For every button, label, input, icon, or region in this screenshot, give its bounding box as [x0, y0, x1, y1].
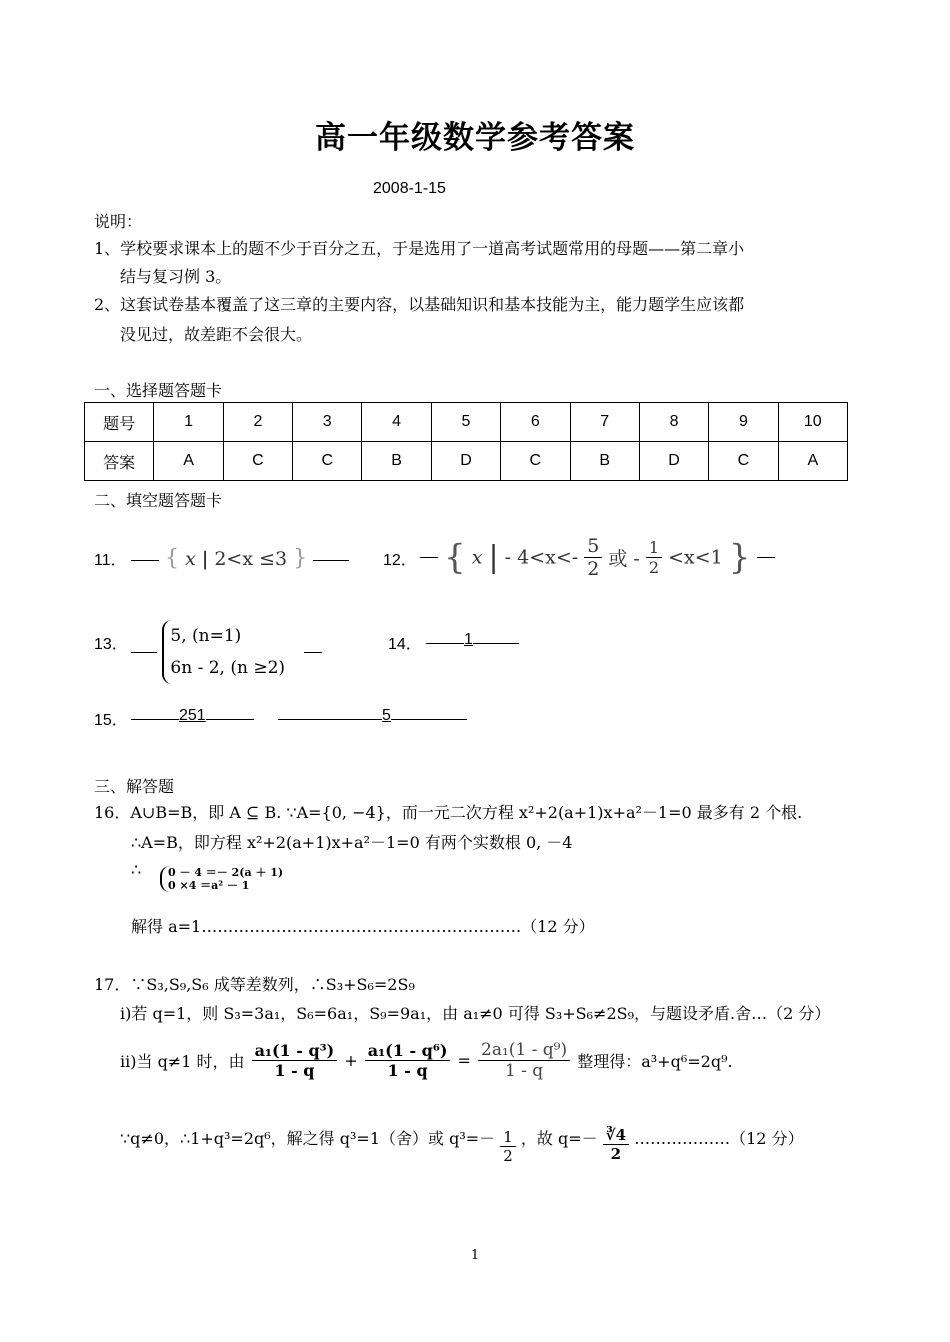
- intro-item-2-line-1: 2、这套试卷基本覆盖了这三章的主要内容，以基础知识和基本技能为主，能力题学生应该都: [94, 295, 745, 314]
- q16-line-1: 16．A∪B=B，即 A ⊆ B. ∵A={0, −4}，而一元二次方程 x²+2(a+1)x+a²－1=0 最多有 2 个根.: [94, 803, 803, 822]
- q14-answer: [426, 631, 519, 649]
- q15-label: 15．: [94, 712, 128, 729]
- q16-system-brace: [160, 866, 283, 892]
- q11-label: 11．: [94, 552, 127, 569]
- q17-line-4-prefix: ∵q≠0，∴1+q³=2q⁶，解之得 q³=1（舍）或 q³=－: [120, 1129, 496, 1148]
- q12-fraction-2: [646, 538, 662, 577]
- question-number: 1: [154, 403, 223, 442]
- row-label-answer: 答案: [85, 442, 154, 481]
- q17-fraction-3: [478, 1040, 570, 1081]
- q17-fraction-5-den: 2: [610, 1145, 622, 1163]
- q16-system: [160, 866, 283, 892]
- q13-piecewise: [162, 620, 285, 684]
- q17-plus: +: [344, 1051, 358, 1070]
- answer-blank: [313, 560, 349, 561]
- q17-fraction-1-den: 1 - q: [274, 1061, 315, 1080]
- set-close-brace: }: [293, 546, 308, 571]
- q17-fraction-4-den: 2: [500, 1146, 516, 1165]
- q13-case-1: 5, (n=1): [170, 626, 242, 646]
- answer-cell: C: [709, 442, 778, 481]
- q11-condition: 2<x ≤3: [214, 548, 288, 570]
- question-number: 6: [501, 403, 570, 442]
- section-2-heading: 二、填空题答题卡: [94, 491, 223, 510]
- q12-fraction-1: [584, 535, 602, 580]
- answer-cell: D: [431, 442, 500, 481]
- question-number: 7: [570, 403, 639, 442]
- answer-cell: C: [223, 442, 292, 481]
- q12-fraction-2-den: 2: [648, 558, 660, 577]
- row-label-number: 题号: [85, 403, 154, 442]
- answer-cell: B: [362, 442, 431, 481]
- q12-fraction-2-num: 1: [646, 538, 662, 558]
- q17-fraction-5: [603, 1126, 629, 1163]
- q11-set-variable: x: [185, 548, 196, 570]
- q15-answer-2: [278, 707, 467, 725]
- document-date: 2008-1-15: [373, 180, 446, 197]
- answer-blank: [420, 557, 438, 558]
- answer-blank: [757, 557, 775, 558]
- q17-fraction-4-num: 1: [503, 1128, 513, 1146]
- question-number: 2: [223, 403, 292, 442]
- q17-line-3-suffix: 整理得：a³+q⁶=2q⁹.: [577, 1052, 733, 1071]
- page-number: 1: [470, 1248, 480, 1263]
- q17-line-2: i)若 q=1，则 S₃=3a₁，S₆=6a₁，S₉=9a₁，由 a₁≠0 可得 S₃+S₆≠2S₉，与题设矛盾.舍…（2 分）: [120, 1004, 831, 1023]
- answer-blank: [131, 652, 157, 653]
- q17-fraction-3-num: 2a₁(1 - q⁹): [478, 1040, 570, 1061]
- q15-answer-1: [131, 707, 254, 725]
- table-row-numbers: [85, 403, 848, 442]
- answer-cell: C: [501, 442, 570, 481]
- set-close-brace: }: [728, 537, 751, 578]
- q17-fraction-2-den: 1 - q: [387, 1061, 428, 1080]
- q15-answer-1-value: 251: [179, 707, 206, 724]
- question-number: 4: [362, 403, 431, 442]
- table-row-answers: [85, 442, 848, 481]
- q17-fraction-2-num: a₁(1 - q⁶): [365, 1041, 451, 1061]
- q17-line-1: 17．∵S₃,S₉,S₆ 成等差数列，∴S₃+S₆=2S₉: [94, 975, 415, 994]
- answer-cell: A: [778, 442, 847, 481]
- set-open-brace: {: [165, 546, 180, 571]
- q12-condition-a: - 4<x<-: [504, 546, 579, 569]
- q12-condition-b: <x<1: [668, 546, 723, 569]
- q17-fraction-1: [252, 1041, 338, 1080]
- q15-answer-2-value: 5: [382, 707, 391, 724]
- question-number: 10: [778, 403, 847, 442]
- section-1-heading: 一、选择题答题卡: [94, 381, 223, 400]
- q16-therefore: ∴: [131, 860, 142, 879]
- q17-line-4-mid: ，故 q=－: [520, 1129, 598, 1148]
- page-title: 高一年级数学参考答案: [315, 120, 635, 156]
- q12-answer: { x | - 4<x<- $\frac{5}{2}$ 或 - $\frac{1}{2}$ <x<1 }: [420, 535, 775, 580]
- question-number: 8: [639, 403, 708, 442]
- answer-card-table: [84, 402, 848, 481]
- answer-cell: C: [293, 442, 362, 481]
- set-open-brace: {: [444, 537, 466, 578]
- q16-equation-2: 0 ×4 ＝a² － 1: [168, 879, 250, 892]
- q17-fraction-2: [365, 1041, 451, 1080]
- answer-cell: A: [154, 442, 223, 481]
- q17-fraction-1-num: a₁(1 - q³): [252, 1041, 338, 1061]
- answer-cell: B: [570, 442, 639, 481]
- answer-blank: [131, 560, 159, 561]
- q17-line-3-prefix: ii)当 q≠1 时，由: [120, 1052, 245, 1071]
- q16-equation-1: 0 － 4 ＝－ 2(a ＋ 1): [168, 866, 284, 879]
- q17-line-4: [120, 1126, 804, 1165]
- question-number: 9: [709, 403, 778, 442]
- q12-fraction-1-den: 2: [587, 558, 600, 580]
- intro-heading: 说明：: [94, 212, 143, 231]
- answer-blank: [304, 652, 322, 653]
- q17-fraction-4: [500, 1128, 516, 1165]
- q17-equals: =: [457, 1051, 471, 1070]
- q16-line-2: ∴A=B，即方程 x²+2(a+1)x+a²－1=0 有两个实数根 0, －4: [131, 833, 573, 852]
- q12-label: 12．: [383, 552, 417, 569]
- q12-fraction-1-num: 5: [584, 535, 602, 558]
- q17-fraction-3-den: 1 - q: [504, 1061, 544, 1081]
- question-number: 5: [431, 403, 500, 442]
- q16-result: 解得 a=1……………………………………………………（12 分）: [131, 917, 595, 936]
- q11-answer: { x | 2<x ≤3 }: [131, 546, 349, 571]
- q13-case-2: 6n - 2, (n ≥2): [170, 658, 286, 678]
- answer-cell: D: [639, 442, 708, 481]
- intro-item-1-line-1: 1、学校要求课本上的题不少于百分之五，于是选用了一道高考试题常用的母题——第二章小: [94, 239, 745, 258]
- q12-or: 或 -: [608, 548, 640, 570]
- q14-label: 14．: [388, 636, 422, 653]
- intro-item-1-line-2: 结与复习例 3。: [120, 267, 232, 286]
- intro-item-2-line-2: 没见过，故差距不会很大。: [120, 325, 313, 344]
- q13-answer: [131, 620, 322, 684]
- q17-line-3: [120, 1040, 733, 1081]
- question-number: 3: [293, 403, 362, 442]
- q17-line-4-suffix: ………………（12 分）: [634, 1129, 804, 1148]
- q12-set-variable: x: [471, 546, 483, 569]
- q13-label: 13．: [94, 636, 128, 653]
- section-3-heading: 三、解答题: [94, 777, 175, 796]
- q17-fraction-5-num: ∛4: [603, 1126, 629, 1145]
- q14-answer-value: 1: [464, 631, 473, 648]
